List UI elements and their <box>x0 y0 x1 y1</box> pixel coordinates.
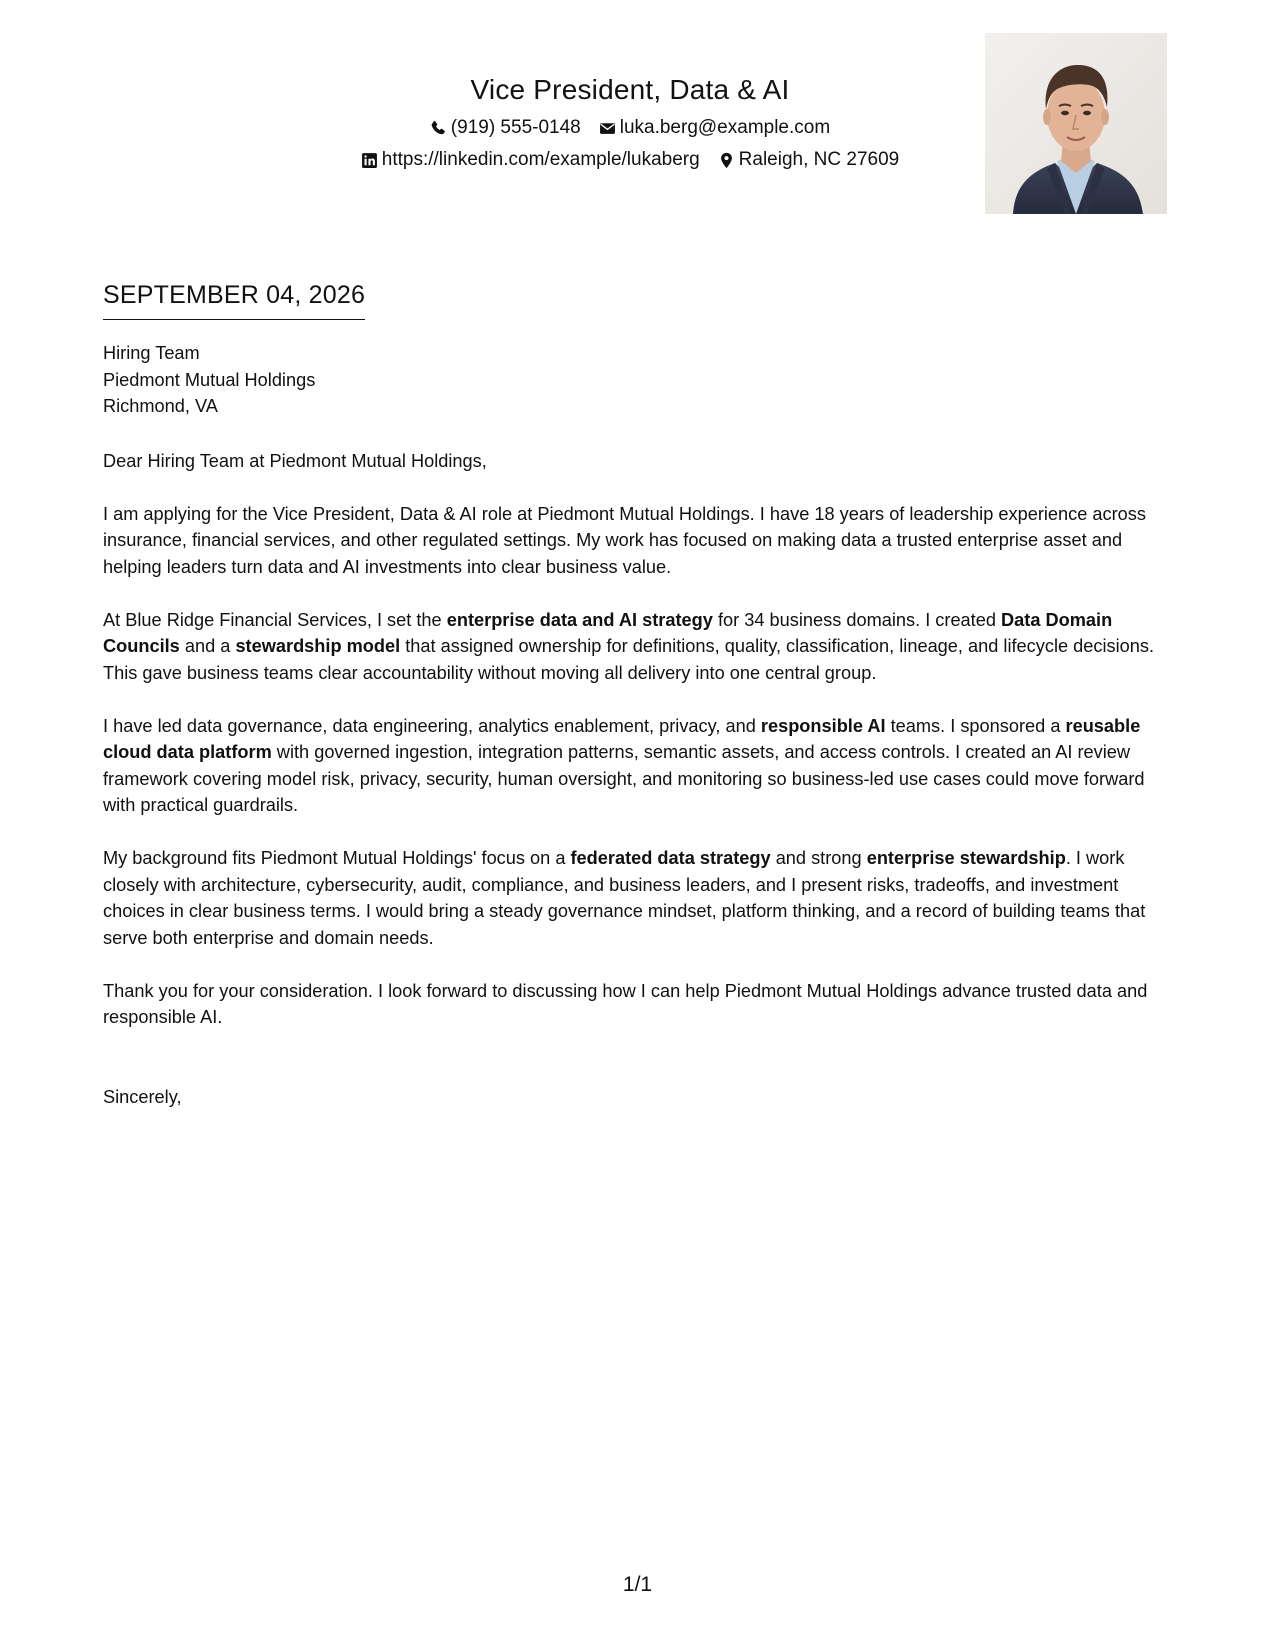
map-pin-icon <box>718 152 735 169</box>
bold-phrase: enterprise data and AI strategy <box>446 609 713 630</box>
bold-phrase: responsible AI <box>760 715 886 736</box>
paragraph-text: teams. I sponsored a <box>885 715 1066 736</box>
letter-date: SEPTEMBER 04, 2026 <box>103 277 365 320</box>
linkedin-url[interactable]: https://linkedin.com/example/lukaberg <box>381 149 700 170</box>
phone-number: (919) 555-0148 <box>450 117 581 138</box>
paragraph-thanks: Thank you for your consideration. I look forward to discussing how I can help Piedmont Mutual Holdings advance trusted data and responsible AI. <box>103 980 1148 1027</box>
paragraph-text: . I work closely with architecture, cybersecurity, audit, compliance, and business leaders, and I present risks, tradeoffs, and investment choices in clear business terms. I would bring a steady governance mindset, platform thinking, and a record of building teams that serve both enterprise and domain needs. <box>103 848 1146 948</box>
paragraph-text: and a <box>179 636 236 656</box>
recipient-line: Piedmont Mutual Holdings <box>103 369 316 390</box>
bold-phrase: stewardship model <box>235 636 401 656</box>
bold-phrase: federated data strategy <box>570 848 771 868</box>
recipient-line: Richmond, VA <box>103 396 218 416</box>
paragraph-fit <box>103 845 1168 951</box>
paragraph-text: My background fits Piedmont Mutual Holdings' focus on a <box>103 848 571 868</box>
letter-date-block <box>103 277 365 320</box>
letter-body <box>103 340 1168 1110</box>
paragraph-intro: I am applying for the Vice President, Data & AI role at Piedmont Mutual Holdings. I have 18 years of leadership experience across insurance, financial services, and other regulated settings. My work has focused on making data a trusted enterprise asset and helping leaders turn data and AI investments into clear business value. <box>103 503 1146 577</box>
paragraph-strategy <box>103 607 1168 687</box>
location-text: Raleigh, NC 27609 <box>738 149 900 170</box>
paragraph-text: for 34 business domains. I created <box>712 609 1002 630</box>
contact-line-1 <box>140 112 1120 144</box>
bold-phrase: Data Domain Councils <box>103 609 1113 656</box>
phone-icon <box>430 120 447 137</box>
paragraph-text: At Blue Ridge Financial Services, I set the <box>103 609 447 630</box>
location-contact <box>718 144 900 176</box>
paragraph-text: and strong <box>770 848 867 868</box>
paragraph-text: with governed ingestion, integration patterns, semantic assets, and access controls. I created an AI review framework covering model risk, privacy, security, human oversight, and monitoring so business-led use cases could move forward with practical guardrails. <box>103 742 1145 815</box>
bold-phrase: enterprise stewardship <box>866 848 1066 868</box>
closing: Sincerely, <box>103 1086 182 1107</box>
salutation: Dear Hiring Team at Piedmont Mutual Holdings, <box>103 450 487 471</box>
contact-line-2 <box>140 144 1120 176</box>
envelope-icon <box>599 120 616 137</box>
paragraph-text: I have led data governance, data engineering, analytics enablement, privacy, and <box>103 715 761 736</box>
linkedin-icon <box>361 152 378 169</box>
paragraph-text: that assigned ownership for definitions, quality, classification, lineage, and lifecycle decisions. This gave business teams clear accountability without moving all delivery into one central group. <box>103 636 1155 683</box>
paragraph-teams <box>103 713 1168 819</box>
bold-phrase: reusable cloud data platform <box>103 715 1141 762</box>
header <box>140 68 1120 176</box>
recipient-address <box>103 340 1168 420</box>
recipient-line: Hiring Team <box>103 343 200 363</box>
page-number: 1/1 <box>622 1573 653 1596</box>
email-address[interactable]: luka.berg@example.com <box>619 117 831 138</box>
linkedin-contact[interactable] <box>361 144 700 176</box>
profile-photo <box>985 33 1167 214</box>
page-title: Vice President, Data & AI <box>470 74 790 105</box>
email-contact[interactable] <box>599 112 830 144</box>
phone-contact <box>430 112 581 144</box>
